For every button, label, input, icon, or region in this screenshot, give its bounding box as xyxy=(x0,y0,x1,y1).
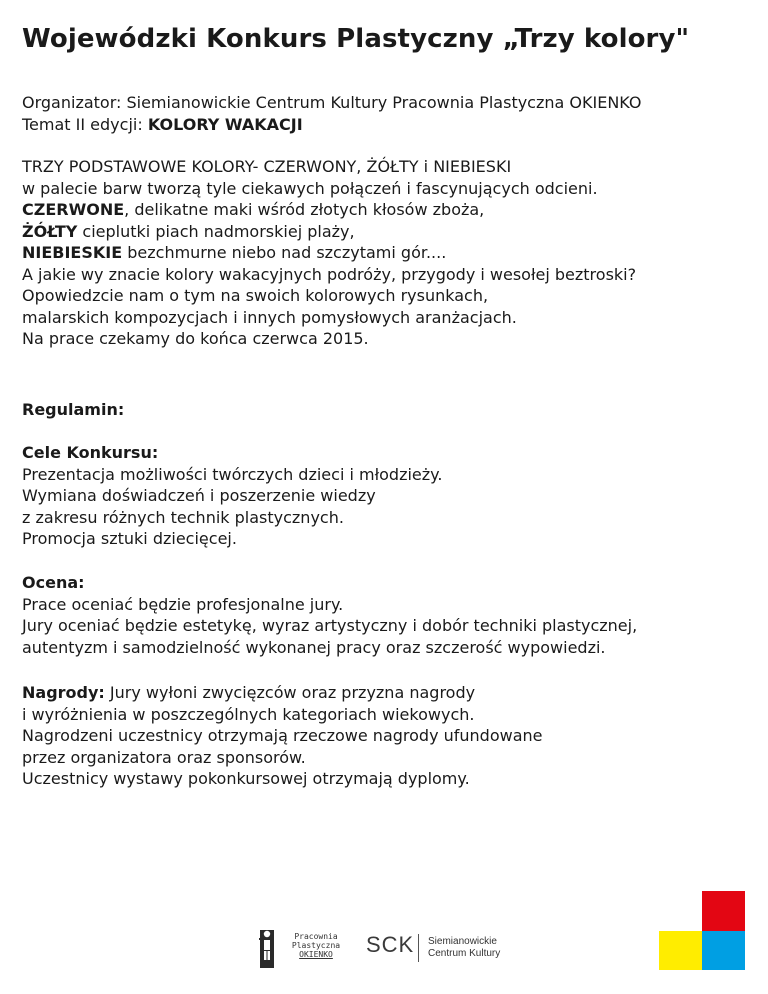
sck-name-line: Centrum Kultury xyxy=(428,948,501,959)
description-line-2: w palecie barw tworzą tyle ciekawych połączeń i fascynujących odcieni. xyxy=(22,178,598,198)
red-square xyxy=(702,891,745,931)
yellow-label: ŻÓŁTY xyxy=(22,221,78,241)
goals-line: z zakresu różnych technik plastycznych. xyxy=(22,507,344,527)
theme-line xyxy=(22,114,642,136)
description-line-1: TRZY PODSTAWOWE KOLORY- CZERWONY, ŻÓŁTY i NIEBIESKI xyxy=(22,157,512,176)
blue-label: NIEBIESKIE xyxy=(22,243,123,262)
rules-block xyxy=(22,399,124,421)
organizer-line: Organizator: Siemianowickie Centrum Kultury Pracownia Plastyczna OKIENKO xyxy=(22,93,642,112)
pracownia-logo-line: Plastyczna xyxy=(291,941,341,950)
theme-value: KOLORY WAKACJI xyxy=(147,114,303,134)
yellow-square xyxy=(659,931,702,970)
prizes-line: przez organizatora oraz sponsorów. xyxy=(22,747,306,767)
prizes-section xyxy=(22,682,543,790)
description-line-6: A jakie wy znacie kolory wakacyjnych podróży, przygody i wesołej beztroski? xyxy=(22,264,637,284)
sck-logo-mark: SCK xyxy=(366,932,415,957)
evaluation-heading: Ocena: xyxy=(22,573,85,592)
description-line-9: Na prace czekamy do końca czerwca 2015. xyxy=(22,329,369,348)
prizes-line: i wyróżnienia w poszczególnych kategoriach wiekowych. xyxy=(22,704,475,724)
evaluation-section xyxy=(22,572,637,658)
pracownia-logo-text xyxy=(284,932,348,959)
goals-line: Wymiana doświadczeń i poszerzenie wiedzy xyxy=(22,486,376,505)
goals-heading: Cele Konkursu: xyxy=(22,443,159,462)
prizes-first-text: Jury wyłoni zwycięzców oraz przyzna nagrody xyxy=(104,683,476,702)
goals-line: Promocja sztuki dziecięcej. xyxy=(22,529,237,548)
blue-square xyxy=(702,931,745,970)
evaluation-line: Prace oceniać będzie profesjonalne jury. xyxy=(22,594,344,614)
theme-label: Temat II edycji: xyxy=(22,114,148,134)
prizes-line: Uczestnicy wystawy pokonkursowej otrzymają dyplomy. xyxy=(22,769,470,788)
prizes-line: Nagrodzeni uczestnicy otrzymają rzeczowe nagrody ufundowane xyxy=(22,726,543,745)
description-blue-line xyxy=(22,242,636,264)
description-line-7: Opowiedzcie nam o tym na swoich kolorowych rysunkach, xyxy=(22,286,489,305)
blue-text: bezchmurne niebo nad szczytami gór.... xyxy=(122,243,447,262)
pracownia-logo-line: OKIENKO xyxy=(299,950,333,959)
intro-block xyxy=(22,92,642,135)
pracownia-logo-line: Pracownia xyxy=(294,932,338,941)
page-title: Wojewódzki Konkurs Plastyczny „Trzy kolory" xyxy=(22,24,690,54)
description-line-8: malarskich kompozycjach i innych pomysłowych aranżacjach. xyxy=(22,307,517,327)
evaluation-line: Jury oceniać będzie estetykę, wyraz artystyczny i dobór techniki plastycznej, xyxy=(22,616,638,635)
red-text: , delikatne maki wśród złotych kłosów zboża, xyxy=(124,200,485,219)
evaluation-line: autentyzm i samodzielność wykonanej pracy oraz szczerość wypowiedzi. xyxy=(22,637,606,657)
description-block xyxy=(22,156,636,350)
sck-divider xyxy=(418,934,419,962)
prizes-heading: Nagrody: xyxy=(22,683,105,702)
description-red-line xyxy=(22,199,636,221)
yellow-text: cieplutki piach nadmorskiej plaży, xyxy=(77,221,355,241)
sck-logo-text xyxy=(428,936,500,960)
description-yellow-line xyxy=(22,221,636,243)
goals-section xyxy=(22,442,442,550)
red-label: CZERWONE xyxy=(22,200,125,219)
rules-heading: Regulamin: xyxy=(22,400,125,419)
sck-name-line: Siemianowickie xyxy=(428,936,497,947)
goals-line: Prezentacja możliwości twórczych dzieci i młodzieży. xyxy=(22,464,443,484)
prizes-first-line xyxy=(22,682,543,704)
